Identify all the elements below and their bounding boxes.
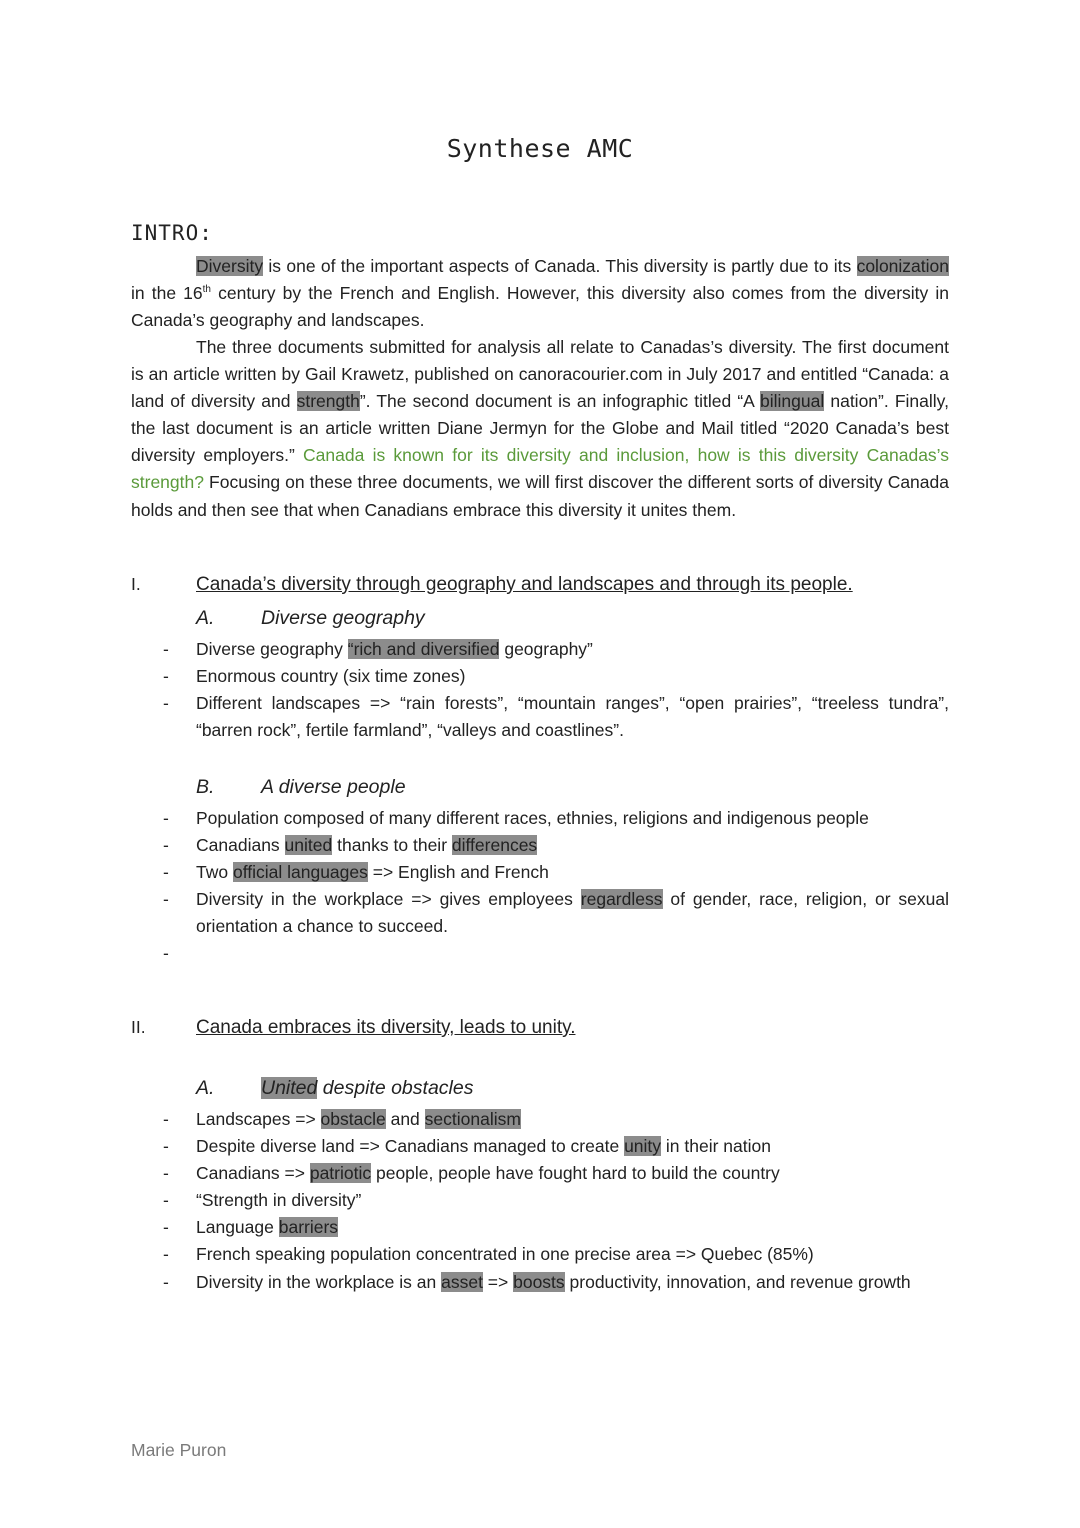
text-run: in the 16	[131, 283, 203, 304]
bullet-item	[131, 1187, 949, 1214]
bullet-item	[131, 859, 949, 886]
bullet-dash-icon: -	[163, 835, 169, 856]
bullet-dash-icon: -	[163, 1217, 169, 1238]
highlighted-text: colonization	[856, 256, 949, 276]
text-run: Population composed of many different races, ethnies, religions and indigenous people	[196, 808, 869, 828]
text-run: thanks to their	[332, 835, 452, 856]
bullet-dash-icon: -	[163, 1244, 169, 1265]
text-run: and	[385, 1109, 425, 1129]
text-run: Language	[196, 1217, 279, 1238]
text-run: Diverse geography	[196, 639, 348, 659]
highlighted-text: strength	[296, 391, 360, 412]
bullet-dash-icon: -	[163, 1109, 169, 1129]
section-1-sub-a	[196, 607, 425, 630]
bullet-item	[131, 805, 949, 832]
bullet-dash-icon: -	[163, 666, 169, 687]
highlighted-text: sectionalism	[424, 1109, 521, 1129]
text-run: Despite diverse land => Canadians managed to create	[196, 1136, 625, 1157]
bullet-item	[131, 1106, 949, 1133]
section-2-sub-a-letter: A.	[196, 1077, 215, 1099]
section-1-heading	[131, 574, 961, 602]
section-1-number: I.	[131, 574, 141, 594]
highlighted-text: united	[284, 835, 333, 856]
section-2-sub-a-title-rest: despite obstacles	[317, 1077, 474, 1099]
bullet-dash-icon: -	[163, 889, 169, 910]
bullet-item	[131, 832, 949, 859]
text-run: “Strength in diversity”	[196, 1190, 362, 1211]
bullet-dash-icon: -	[163, 808, 169, 828]
text-run: Two	[196, 862, 233, 883]
text-run: Enormous country (six time zones)	[196, 666, 466, 687]
bullet-dash-icon: -	[163, 1136, 169, 1157]
text-run: Canadians =>	[196, 1163, 310, 1184]
highlighted-text: Diversity	[196, 256, 264, 276]
section-1-sub-a-title: Diverse geography	[261, 607, 425, 629]
bullet-item	[131, 1160, 949, 1187]
section-1-b-bullets	[131, 805, 949, 967]
text-run: => English and French	[367, 862, 549, 883]
bullet-item	[131, 1269, 949, 1296]
section-2-heading	[131, 1017, 961, 1045]
section-2-number: II.	[131, 1017, 146, 1037]
section-1-sub-a-letter: A.	[196, 607, 215, 629]
footer-author: Marie Puron	[131, 1440, 227, 1460]
bullet-item	[131, 1214, 949, 1241]
bullet-dash-icon: -	[163, 693, 169, 714]
bullet-item	[131, 1241, 949, 1268]
document-title: Synthese AMC	[446, 134, 634, 163]
intro-label: INTRO:	[131, 221, 213, 245]
bullet-item	[131, 690, 949, 744]
text-run: of gender, race, religion, or sexual orientation a chance to succeed.	[196, 889, 949, 937]
section-1-sub-b-letter: B.	[196, 776, 215, 798]
bullet-item	[131, 636, 949, 663]
bullet-item	[131, 663, 949, 690]
text-run: Landscapes =>	[196, 1109, 321, 1129]
section-1-title: Canada’s diversity through geography and landscapes and through its people.	[196, 574, 853, 595]
text-run: people, people have fought hard to build the country	[371, 1163, 780, 1184]
highlighted-text: asset	[441, 1271, 483, 1292]
text-run: nation”. Finally, the last document is an article written Diane Jermyn for the Globe and Mail titled “2020 Canada’s best diversity employers.”	[131, 391, 949, 466]
bullet-dash-icon: -	[163, 639, 169, 659]
section-1-sub-b	[196, 776, 406, 799]
highlighted-text: official languages	[232, 862, 368, 883]
text-run: French speaking population concentrated in one precise area => Quebec (85%)	[196, 1244, 814, 1265]
intro-paragraph-1	[131, 253, 949, 334]
intro-paragraph-2	[131, 334, 949, 524]
highlighted-text: unity	[624, 1136, 662, 1157]
section-2-a-bullets	[131, 1106, 949, 1296]
text-run: century by the French and English. However, this diversity also comes from the diversity in Canada’s geography and landscapes.	[131, 283, 950, 331]
bullet-item	[131, 886, 949, 940]
section-2-sub-a-title-highlight: United	[261, 1077, 318, 1099]
section-1-sub-b-title: A diverse people	[261, 776, 406, 798]
highlighted-text: patriotic	[309, 1163, 372, 1184]
problematic-question: Canada is known for its diversity and inclusion, how is this diversity Canadas’s strength?	[131, 445, 950, 493]
bullet-item	[131, 940, 949, 967]
text-run: The three documents submitted for analysis all relate to Canadas’s diversity. The first document is an article written by Gail Krawetz, published on canoracourier.com in July 2017 and entitled “Canada: a land of diversity and	[131, 337, 949, 412]
text-run: geography”	[499, 639, 593, 659]
bullet-item	[131, 1133, 949, 1160]
highlighted-text: boosts	[513, 1271, 565, 1292]
text-run: =>	[482, 1271, 514, 1292]
bullet-dash-icon: -	[163, 943, 169, 964]
section-2-sub-a	[196, 1077, 473, 1100]
text-run: ”. The second document is an infographic titled “A	[359, 391, 760, 412]
section-1-a-bullets	[131, 636, 949, 744]
highlighted-text: barriers	[278, 1217, 339, 1238]
bullet-dash-icon: -	[163, 1163, 169, 1184]
text-run: Diversity in the workplace is an	[196, 1271, 442, 1292]
text-run: Diversity in the workplace => gives employees	[196, 889, 581, 910]
text-run: Different landscapes => “rain forests”, “mountain ranges”, “open prairies”, “treeless tundra”, “barren rock”, fertile farmland”, “valleys and coastlines”.	[196, 693, 949, 741]
highlighted-text: “rich and diversified	[347, 639, 500, 659]
text-run: in their nation	[661, 1136, 771, 1157]
bullet-dash-icon: -	[163, 862, 169, 883]
section-2-title: Canada embraces its diversity, leads to unity.	[196, 1017, 576, 1038]
text-run: Canadians	[196, 835, 285, 856]
highlighted-text: bilingual	[760, 391, 825, 412]
bullet-dash-icon: -	[163, 1190, 169, 1211]
text-run: productivity, innovation, and revenue growth	[564, 1271, 911, 1292]
bullet-dash-icon: -	[163, 1271, 169, 1292]
highlighted-text: differences	[451, 835, 538, 856]
superscript: th	[202, 284, 211, 296]
text-run: is one of the important aspects of Canada. This diversity is partly due to its	[263, 256, 857, 276]
highlighted-text: regardless	[580, 889, 663, 910]
highlighted-text: obstacle	[320, 1109, 386, 1129]
text-run: Focusing on these three documents, we will first discover the different sorts of diversity Canada holds and then see that when Canadians embrace this diversity it unites them.	[131, 472, 949, 520]
